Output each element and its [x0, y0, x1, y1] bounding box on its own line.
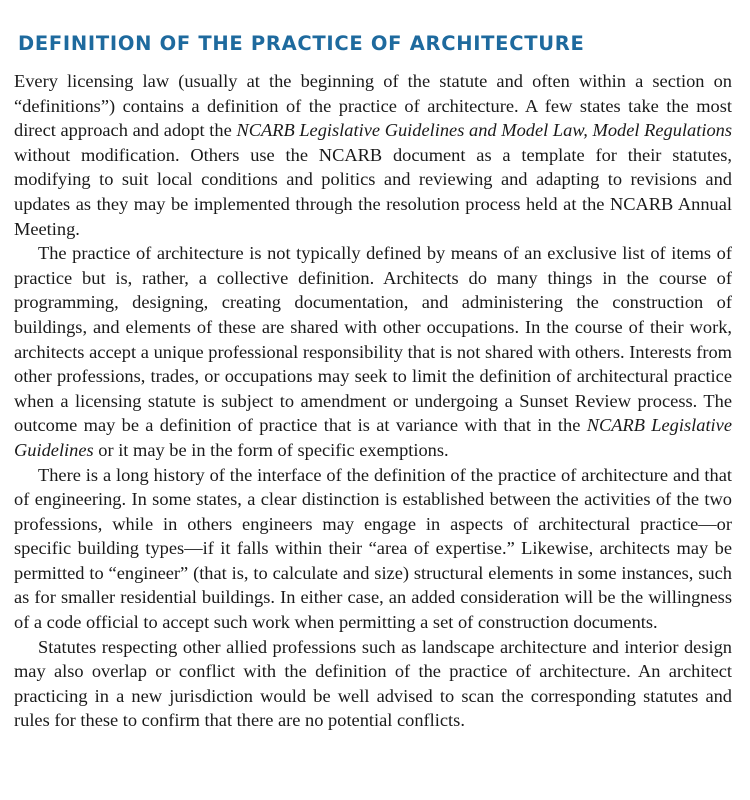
paragraph-1-text: Every licensing law (usually at the beginning of the statute and often within a section on “definitions”) contains a definition of the practice of architecture. A few states take the most direct approach and adopt the	[14, 71, 732, 141]
paragraph-4-text: Statutes respecting other allied professions such as landscape architecture and interior design may also overlap or conflict with the definition of the practice of architecture. An architect practicing in a new jurisdiction would be well advised to scan the corresponding statutes and rules for these to confirm that there are no potential conflicts.	[14, 636, 732, 731]
paragraph-2-text: The practice of architecture is not typically defined by means of an exclusive list of items of practice but is, rather, a collective definition. Architects do many things in the course of programming, designing, creating documentation, and administering the construction of buildings, and elements of these are shared with other occupations. In the course of their work, architects accept a unique professional responsibility that is not shared with others. Interests from other professions, trades, or occupations may seek to limit the definition of architectural practice when a licensing statute is subject to amendment or undergoing a Sunset Review process. The outcome may be a definition of practice that is at variance with that in the	[14, 243, 732, 436]
paragraph-4	[14, 635, 732, 733]
paragraph-1-citation: NCARB Legislative Guidelines and Model Law, Model Regulations	[236, 120, 732, 141]
section-heading: DEFINITION OF THE PRACTICE OF ARCHITECTURE	[18, 32, 585, 55]
paragraph-2	[14, 241, 732, 462]
paragraph-1-text-end: without modification. Others use the NCARB document as a template for their statutes, modifying to suit local conditions and politics and reviewing and adapting to revisions and updates as they may be implemented through the resolution process held at the NCARB Annual Meeting.	[14, 144, 732, 239]
paragraph-3	[14, 463, 732, 635]
paragraph-2-text-end: or it may be in the form of specific exemptions.	[93, 439, 449, 460]
paragraph-1	[14, 69, 732, 241]
paragraph-3-text: There is a long history of the interface of the definition of the practice of architecture and that of engineering. In some states, a clear distinction is established between the activities of the two professions, while in others engineers may engage in aspects of architectural practice—or specific building types—if it falls within their “area of expertise.” Likewise, architects may be permitted to “engineer” (that is, to calculate and size) structural elements in some instances, such as for smaller residential buildings. In either case, an added consideration will be the willingness of a code official to accept such work when permitting a set of construction documents.	[14, 464, 732, 633]
paragraph-2-citation: NCARB Legislative Guidelines	[14, 415, 732, 460]
